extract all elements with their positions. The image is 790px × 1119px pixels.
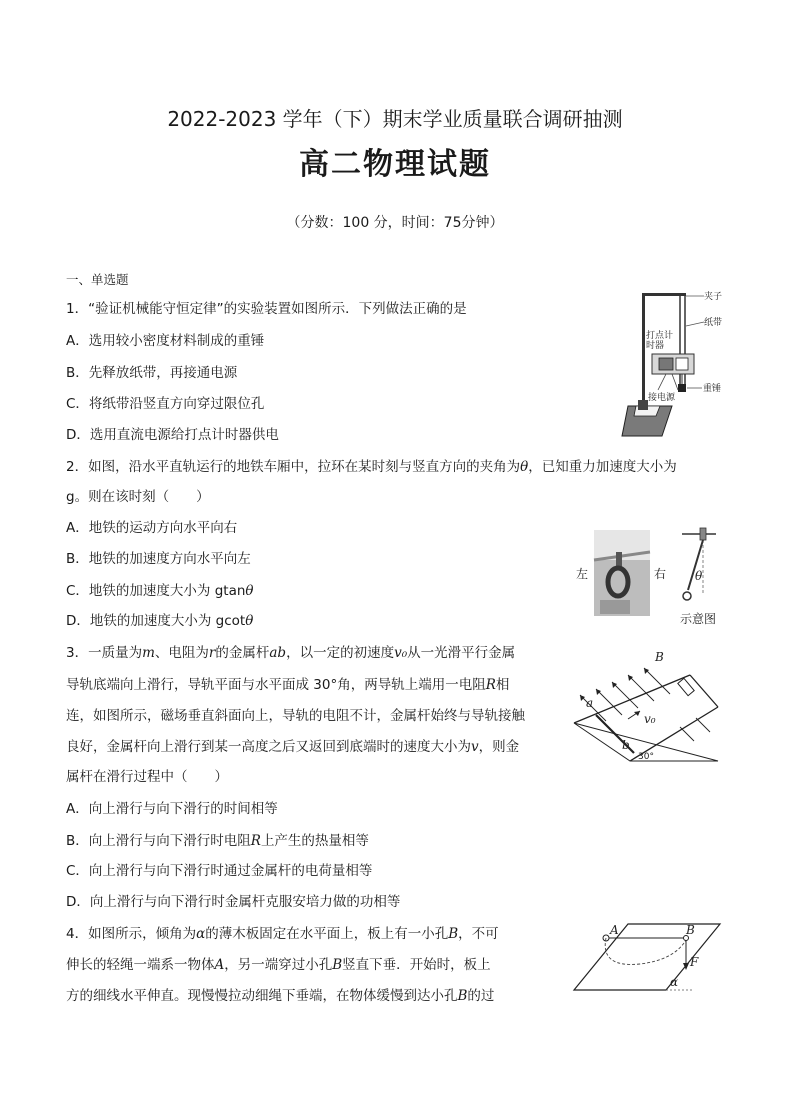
q1-stem: 1．“验证机械能守恒定律”的实验装置如图所示．下列做法正确的是	[66, 301, 467, 317]
q2-fig-left-label: 左	[576, 567, 589, 581]
q1-option-a: A．选用较小密度材料制成的重锤	[66, 333, 265, 349]
q4-fig-F-label: F	[690, 955, 699, 969]
q4-fig-A-label: A	[610, 923, 619, 937]
q4-line2	[66, 956, 491, 974]
q3-option-a: A．向上滑行与向下滑行的时间相等	[66, 801, 278, 817]
q2-option-d-theta: θ	[245, 613, 254, 629]
q2-option-d-text: D．地铁的加速度大小为 gcot	[66, 613, 246, 629]
q1-fig-clip-label: 夹子	[704, 292, 723, 302]
q2-stem-line1	[66, 458, 677, 476]
q4-symbol-B3: B	[457, 988, 468, 1004]
q3-line4	[66, 738, 519, 756]
q2-option-c-text: C．地铁的加速度大小为 gtan	[66, 583, 246, 599]
q3-symbol-r: r	[208, 645, 216, 661]
q3-line2	[66, 676, 509, 694]
q3-text-1c: 的金属杆	[215, 645, 270, 661]
q2-option-a: A．地铁的运动方向水平向右	[66, 520, 238, 536]
q2-theta-symbol: θ	[520, 459, 529, 475]
q3-text-1d: ，以一定的初速度	[286, 645, 395, 661]
q2-stem-text-b: ，已知重力加速度大小为	[528, 459, 677, 475]
q3-text-4a: 良好，金属杆向上滑行到某一高度之后又返回到底端时的速度大小为	[66, 739, 471, 755]
q1-option-d: D．选用直流电源给打点计时器供电	[66, 427, 279, 443]
q4-symbol-B2: B	[332, 957, 343, 973]
q3-symbol-ab: ab	[269, 645, 287, 661]
q3-fig-B-label: B	[655, 650, 664, 664]
q4-text-2a: 伸长的轻绳一端系一物体	[66, 957, 215, 973]
q3-symbol-v: v	[471, 739, 479, 755]
q4-text-3b: 的过	[467, 988, 495, 1004]
q1-fig-tape-label: 纸带	[704, 318, 723, 328]
q3-fig-a-label: a	[586, 696, 594, 710]
q3-text-2b: 相	[495, 677, 510, 693]
q3-symbol-m: m	[142, 645, 155, 661]
q3-option-c: C．向上滑行与向下滑行时通过金属杆的电荷量相等	[66, 863, 373, 879]
q3-line3: 连，如图所示，磁场垂直斜面向上，导轨的电阻不计，金属杆始终与导轨接触	[66, 708, 525, 724]
exam-info: （分数：100 分，时间：75分钟）	[286, 215, 504, 231]
section-heading: 一、单选题	[66, 272, 129, 287]
q4-text-3a: 方的细线水平伸直。现慢慢拉动细绳下垂端，在物体缓慢到达小孔	[66, 988, 458, 1004]
q2-option-d	[66, 612, 253, 630]
q1-option-b: B．先释放纸带，再接通电源	[66, 365, 238, 381]
q3-incline-figure	[570, 645, 735, 765]
q4-text-2b: ，另一端穿过小孔	[224, 957, 333, 973]
q3-text-1a: 3．一质量为	[66, 645, 143, 661]
q4-fig-alpha-label: α	[670, 975, 679, 989]
q4-fig-B-label: B	[686, 923, 695, 937]
q1-fig-weight-label: 重锤	[703, 384, 722, 394]
q3-line1	[66, 644, 515, 662]
q2-option-c	[66, 582, 254, 600]
q3-text-4b: ，则金	[478, 739, 520, 755]
q3-option-d: D．向上滑行与向下滑行时金属杆克服安培力做的功相等	[66, 894, 401, 910]
q3-text-1e: 从一光滑平行金属	[407, 645, 516, 661]
q2-fig-caption: 示意图	[680, 612, 717, 626]
q2-subway-figure	[570, 524, 730, 630]
q4-symbol-A: A	[214, 957, 225, 973]
q2-option-c-theta: θ	[245, 583, 254, 599]
q1-fig-power-label: 接电源	[648, 393, 676, 403]
exam-title: 高二物理试题	[299, 147, 491, 182]
q4-symbol-alpha: α	[196, 926, 206, 942]
q3-text-2a: 导轨底端向上滑行，导轨平面与水平面成 30°角，两导轨上端用一电阻	[66, 677, 486, 693]
q3-symbol-v0: v₀	[394, 645, 408, 661]
q2-option-b: B．地铁的加速度方向水平向左	[66, 551, 251, 567]
q4-line1	[66, 925, 499, 943]
q3-fig-angle-label: 30°	[638, 752, 654, 762]
q2-fig-right-label: 右	[654, 567, 667, 581]
q1-fig-timer-label2: 时器	[646, 341, 665, 351]
q4-text-2c: 竖直下垂．开始时，板上	[342, 957, 491, 973]
q1-fig-timer-label: 打点计	[646, 331, 674, 341]
q3-line5: 属杆在滑行过程中（ ）	[66, 769, 228, 785]
q3-option-b-symbol-R: R	[250, 833, 261, 849]
q3-fig-b-label: b	[622, 738, 630, 752]
q3-option-b-text-b: 上产生的热量相等	[260, 833, 369, 849]
q4-line3	[66, 987, 494, 1005]
q4-text-1c: ，不可	[458, 926, 499, 942]
q2-stem-text-a: 2．如图，沿水平直轨运行的地铁车厢中，拉环在某时刻与竖直方向的夹角为	[66, 459, 521, 475]
exam-subtitle: 2022-2023 学年（下）期末学业质量联合调研抽测	[167, 107, 623, 131]
q4-board-figure	[570, 920, 730, 998]
q4-text-1b: 的薄木板固定在水平面上，板上有一小孔	[205, 926, 449, 942]
q2-stem-line2: g。则在该时刻（ ）	[66, 489, 210, 505]
q3-fig-v0-label: v₀	[644, 712, 656, 726]
q3-symbol-R: R	[485, 677, 496, 693]
q2-fig-theta-label: θ	[695, 569, 703, 583]
q3-option-b-text-a: B．向上滑行与向下滑行时电阻	[66, 833, 251, 849]
q4-symbol-B: B	[448, 926, 459, 942]
q4-text-1a: 4．如图所示，倾角为	[66, 926, 197, 942]
q3-text-1b: 、电阻为	[154, 645, 209, 661]
q3-option-b	[66, 832, 369, 850]
q1-option-c: C．将纸带沿竖直方向穿过限位孔	[66, 396, 265, 412]
q1-apparatus-figure	[612, 288, 734, 438]
